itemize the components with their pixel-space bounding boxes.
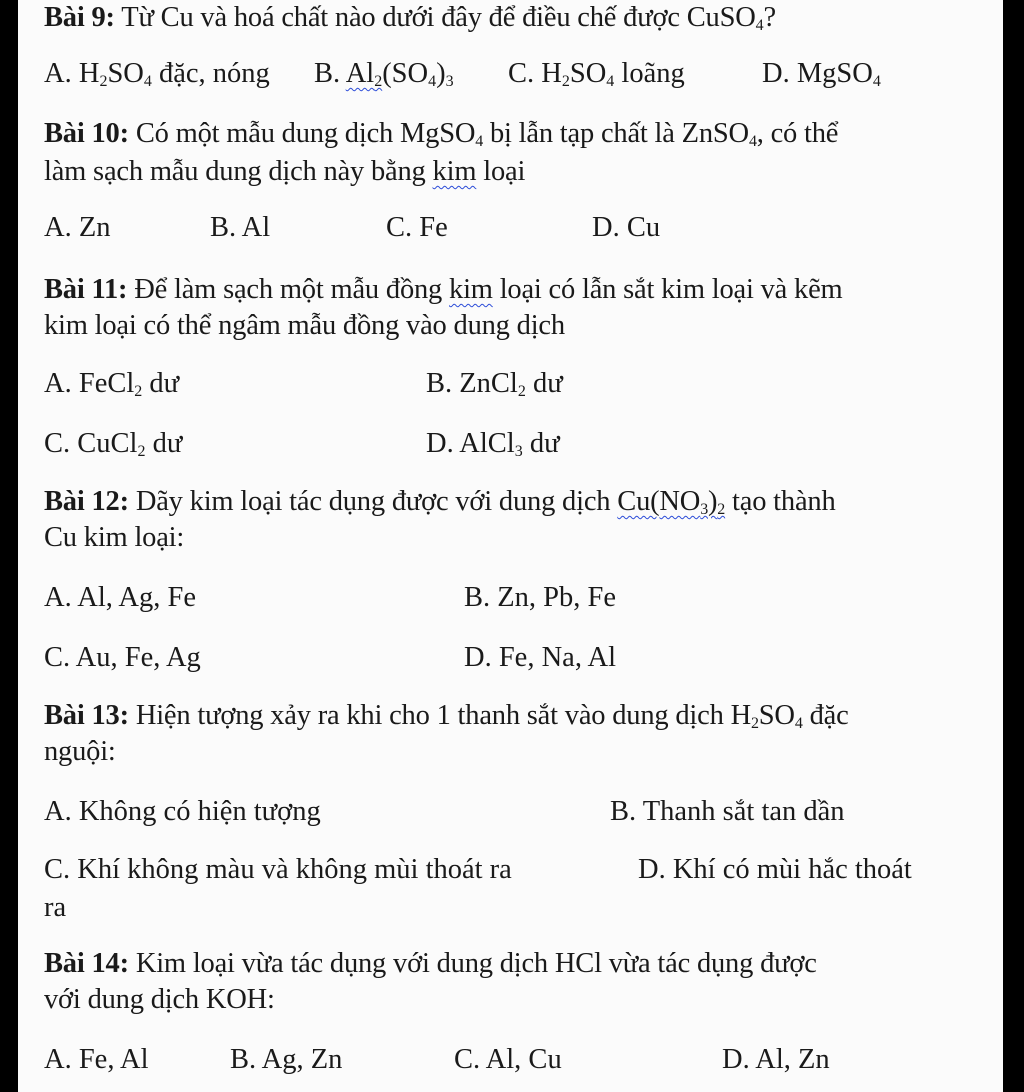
q10-number: Bài 10: bbox=[44, 118, 129, 149]
q10-option-d: D. Cu bbox=[592, 212, 661, 243]
q12-number: Bài 12: bbox=[44, 486, 129, 517]
q13-question-line1: Bài 13: Hiện tượng xảy ra khi cho 1 thanh sắt vào dung dịch $H_2SO_4$ đặc bbox=[44, 700, 849, 732]
q13-question-line2: nguội: bbox=[44, 736, 116, 767]
q14-option-a: A. Fe, Al bbox=[44, 1044, 149, 1075]
q14-option-b: B. Ag, Zn bbox=[230, 1044, 343, 1075]
q9-option-d: D. MgSO$_4$ bbox=[762, 58, 881, 90]
q10-option-c: C. Fe bbox=[386, 212, 448, 243]
q12-option-c: C. Au, Fe, Ag bbox=[44, 642, 201, 673]
q11-option-c: C. CuCl$_2$ dư bbox=[44, 428, 183, 460]
q9-number: Bài 9: bbox=[44, 2, 115, 33]
q13-number: Bài 13: bbox=[44, 700, 129, 731]
q11-question-line2: kim loại có thể ngâm mẫu đồng vào dung dịch bbox=[44, 310, 565, 341]
q10-question-line1: Bài 10: Có một mẫu dung dịch MgSO$_4$ bị lẫn tạp chất là ZnSO$_4$, có thể bbox=[44, 118, 839, 150]
q10-option-b: B. Al bbox=[210, 212, 271, 243]
q14-option-d: D. Al, Zn bbox=[722, 1044, 830, 1075]
q12-question-line1: Bài 12: Dãy kim loại tác dụng được với dung dịch $Cu(NO_3)_2$ tạo thành bbox=[44, 486, 836, 518]
q9-option-a: A. $H_2SO_4$ đặc, nóng bbox=[44, 58, 270, 90]
q12-option-b: B. Zn, Pb, Fe bbox=[464, 582, 617, 613]
document-page bbox=[18, 0, 1003, 1092]
q11-question-line1: Bài 11: Để làm sạch một mẫu đồng kim loại có lẫn sắt kim loại và kẽm bbox=[44, 274, 843, 305]
q14-option-c: C. Al, Cu bbox=[454, 1044, 562, 1075]
q13-option-d-continued: ra bbox=[44, 892, 67, 923]
q14-question-line1: Bài 14: Kim loại vừa tác dụng với dung dịch HCl vừa tác dụng được bbox=[44, 948, 817, 979]
q13-option-a: A. Không có hiện tượng bbox=[44, 796, 321, 827]
q9-question: Bài 9: Từ Cu và hoá chất nào dưới đây để điều chế được CuSO$_4$? bbox=[44, 2, 776, 34]
q12-option-a: A. Al, Ag, Fe bbox=[44, 582, 197, 613]
q14-question-line2: với dung dịch KOH: bbox=[44, 984, 275, 1015]
q9-option-b: B. $Al_2(SO_4)_3$ bbox=[314, 58, 454, 90]
q11-option-a: A. FeCl$_2$ dư bbox=[44, 368, 180, 400]
q12-option-d: D. Fe, Na, Al bbox=[464, 642, 616, 673]
q11-option-b: B. ZnCl$_2$ dư bbox=[426, 368, 563, 400]
q13-option-c: C. Khí không màu và không mùi thoát ra bbox=[44, 854, 512, 885]
q12-question-line2: Cu kim loại: bbox=[44, 522, 185, 553]
q13-option-b: B. Thanh sắt tan dần bbox=[610, 796, 845, 827]
q11-number: Bài 11: bbox=[44, 274, 128, 305]
q14-number: Bài 14: bbox=[44, 948, 129, 979]
q10-option-a: A. Zn bbox=[44, 212, 111, 243]
q9-option-c: C. $H_2SO_4$ loãng bbox=[508, 58, 685, 90]
q11-option-d: D. AlCl$_3$ dư bbox=[426, 428, 560, 460]
q10-question-line2: làm sạch mẫu dung dịch này bằng kim loại bbox=[44, 156, 526, 187]
q13-option-d: D. Khí có mùi hắc thoát bbox=[638, 854, 912, 885]
